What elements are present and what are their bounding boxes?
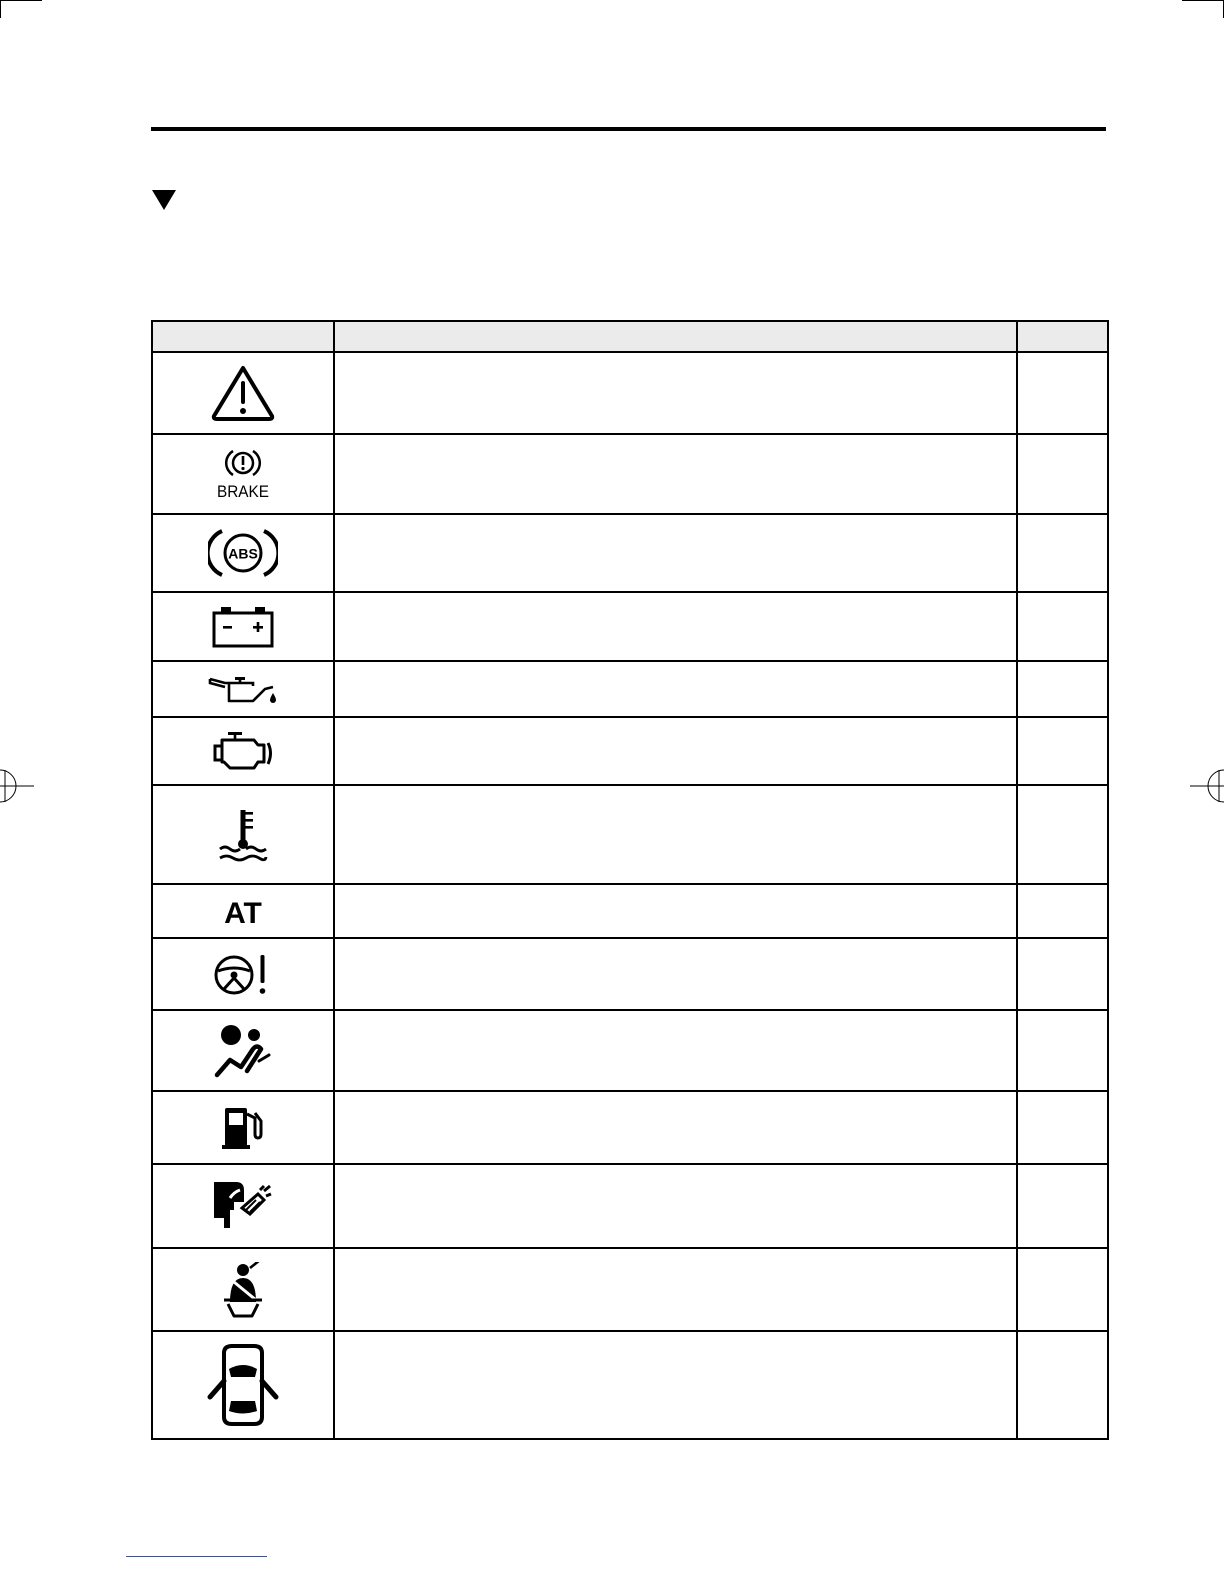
table-row: [152, 661, 1108, 717]
battery-charge-icon: [211, 605, 275, 649]
table-row: [152, 1331, 1108, 1439]
row-description: [334, 1248, 1017, 1331]
row-page: [1017, 717, 1108, 785]
table-row: [152, 592, 1108, 661]
power-steering-icon: [213, 951, 273, 997]
header-rule: [151, 127, 1106, 131]
row-page: [1017, 1331, 1108, 1439]
table-row: [152, 785, 1108, 884]
row-description: [334, 1091, 1017, 1164]
washer-fluid-icon: [210, 1178, 276, 1234]
column-header-page: [1017, 321, 1108, 352]
row-page: [1017, 1248, 1108, 1331]
column-header-description: [334, 321, 1017, 352]
row-description: [334, 884, 1017, 938]
brake-label: BRAKE: [217, 482, 269, 501]
column-header-signal: [152, 321, 334, 352]
table-row: [152, 514, 1108, 592]
registration-mark-left: [0, 766, 40, 806]
row-page: [1017, 592, 1108, 661]
table-row: [152, 1164, 1108, 1248]
row-description: [334, 661, 1017, 717]
abs-label: ABS: [228, 545, 258, 562]
row-description: [334, 352, 1017, 434]
automatic-transmission-icon: [213, 893, 273, 929]
door-ajar-icon: [204, 1343, 282, 1427]
table-row: [152, 352, 1108, 434]
table-row: [152, 434, 1108, 514]
row-page: [1017, 434, 1108, 514]
row-description: [334, 592, 1017, 661]
airbag-icon: [213, 1023, 273, 1079]
row-description: [334, 1164, 1017, 1248]
coolant-temperature-icon: [217, 807, 269, 863]
row-page: [1017, 785, 1108, 884]
table-row: [152, 1091, 1108, 1164]
row-page: [1017, 1164, 1108, 1248]
table-row: [152, 717, 1108, 785]
warning-lights-table: [151, 320, 1109, 1440]
row-description: [334, 938, 1017, 1010]
low-fuel-icon: [219, 1104, 267, 1152]
seatbelt-icon: [218, 1262, 268, 1318]
section-triangle-icon: [151, 188, 177, 212]
oil-pressure-icon: [207, 673, 279, 705]
table-row: [152, 1248, 1108, 1331]
row-description: [334, 785, 1017, 884]
row-description: [334, 1010, 1017, 1091]
registration-mark-right: [1184, 766, 1224, 806]
row-description: [334, 514, 1017, 592]
crop-mark-top-left: [0, 0, 1, 18]
at-label: AT: [224, 897, 262, 929]
row-page: [1017, 1010, 1108, 1091]
table-header-row: [152, 321, 1108, 352]
row-page: [1017, 938, 1108, 1010]
row-page: [1017, 884, 1108, 938]
master-warning-icon: [210, 364, 276, 422]
brake-warning-icon: [213, 446, 273, 502]
row-description: [334, 1331, 1017, 1439]
table-row: [152, 884, 1108, 938]
row-description: [334, 717, 1017, 785]
crop-mark-top-left-h: [0, 0, 42, 1]
abs-warning-icon: [208, 526, 278, 580]
crop-mark-top-right-h: [1182, 0, 1224, 1]
table-row: [152, 1010, 1108, 1091]
row-page: [1017, 352, 1108, 434]
row-page: [1017, 1091, 1108, 1164]
row-page: [1017, 661, 1108, 717]
row-page: [1017, 514, 1108, 592]
check-engine-icon: [210, 730, 276, 772]
footer-link[interactable]: [126, 1556, 267, 1557]
row-description: [334, 434, 1017, 514]
table-row: [152, 938, 1108, 1010]
